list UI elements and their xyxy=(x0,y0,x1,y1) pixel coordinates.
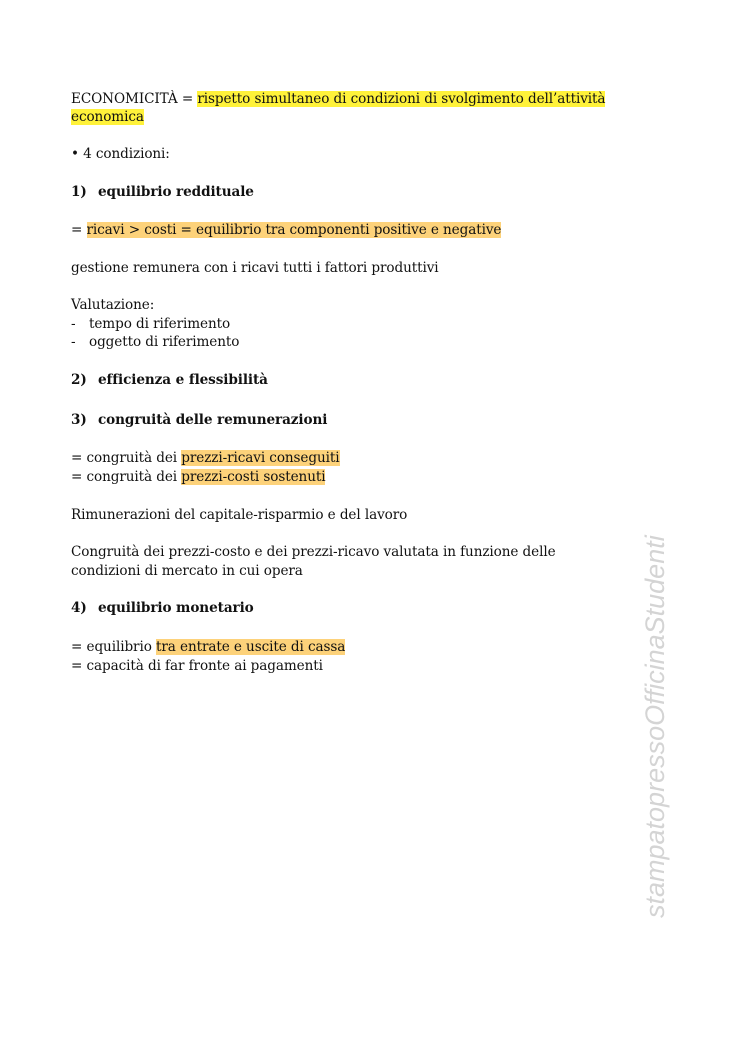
heading-title: equilibrio reddituale xyxy=(98,184,254,200)
list-item-text: oggetto di riferimento xyxy=(89,334,240,350)
watermark: stampatopressoOfficinaStudenti xyxy=(640,535,670,918)
c1-note: gestione remunera con i ricavi tutti i fattori produttivi xyxy=(71,260,439,276)
c3-line-2 xyxy=(71,468,325,487)
heading-condition-4 xyxy=(71,599,254,618)
definition-line-2 xyxy=(71,108,144,127)
dash: - xyxy=(71,334,76,350)
c3-congruita-2: condizioni di mercato in cui opera xyxy=(71,563,303,579)
heading-title: equilibrio monetario xyxy=(98,600,254,616)
heading-condition-1 xyxy=(71,183,254,202)
heading-condition-3 xyxy=(71,411,327,430)
text: = equilibrio xyxy=(71,639,157,655)
dash: - xyxy=(71,316,76,332)
definition-highlight: rispetto simultaneo di condizioni di svolgimento dell’attività xyxy=(197,91,606,107)
term: ECONOMICITÀ xyxy=(71,91,178,107)
valutazione-label: Valutazione: xyxy=(71,297,155,313)
equals: = xyxy=(177,91,198,107)
c3-congruita-1: Congruità dei prezzi-costo e dei prezzi-ricavo valutata in funzione delle xyxy=(71,544,556,560)
list-item xyxy=(71,333,239,352)
heading-number: 3) xyxy=(71,412,87,428)
equals: = xyxy=(71,222,87,238)
c1-equation xyxy=(71,221,501,240)
c3-rimunerazioni: Rimunerazioni del capitale-risparmio e del lavoro xyxy=(71,507,408,523)
definition-line xyxy=(71,90,605,109)
bullet-line: • 4 condizioni: xyxy=(71,146,170,162)
heading-number: 4) xyxy=(71,600,87,616)
heading-condition-2 xyxy=(71,371,268,390)
heading-title: efficienza e flessibilità xyxy=(98,372,268,388)
text: = congruità dei xyxy=(71,450,182,466)
list-item xyxy=(71,315,230,334)
highlight: prezzi-ricavi conseguiti xyxy=(181,450,340,466)
heading-number: 1) xyxy=(71,184,87,200)
c1-highlight: ricavi > costi = equilibrio tra componenti positive e negative xyxy=(86,222,502,238)
heading-number: 2) xyxy=(71,372,87,388)
definition-highlight-2: economica xyxy=(71,109,144,125)
highlight: tra entrate e uscite di cassa xyxy=(156,639,346,655)
highlight: prezzi-costi sostenuti xyxy=(181,469,326,485)
c4-line-1 xyxy=(71,638,345,657)
list-item-text: tempo di riferimento xyxy=(89,316,231,332)
c3-line-1 xyxy=(71,449,340,468)
c4-line-2: = capacità di far fronte ai pagamenti xyxy=(71,658,323,674)
heading-title: congruità delle remunerazioni xyxy=(98,412,328,428)
text: = congruità dei xyxy=(71,469,182,485)
